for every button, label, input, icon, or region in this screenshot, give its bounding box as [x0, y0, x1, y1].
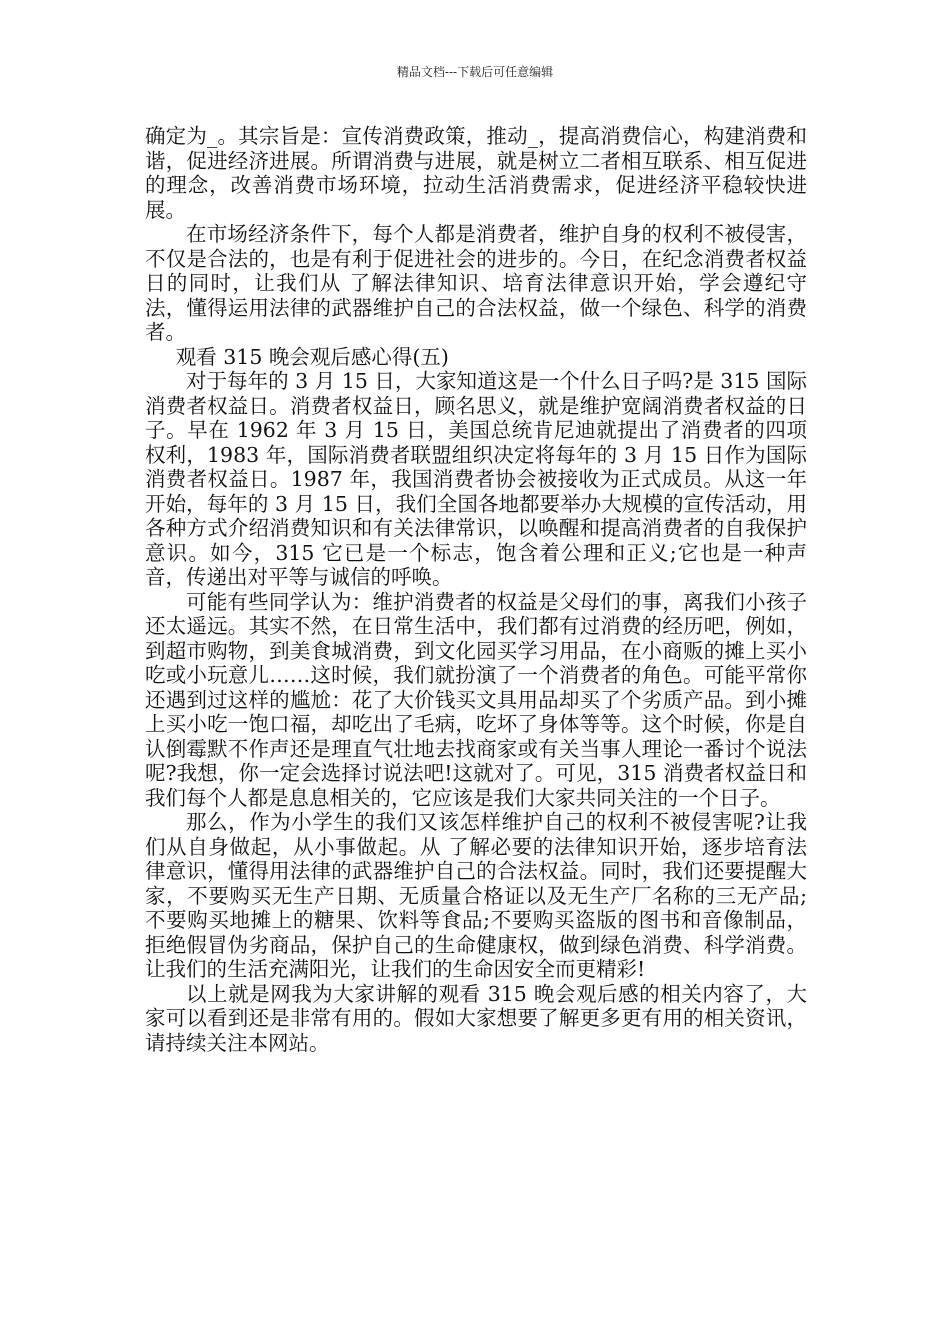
paragraph: 在市场经济条件下，每个人都是消费者，维护自身的权利不被侵害，不仅是合法的，也是有利于促进社会的进步的。今日，在纪念消费者权益日的同时，让我们从 了解法律知识、培育法律意识开始，学会遵纪守法，懂得运用法律的武器维护自己的合法权益，做一个绿色、科学的消费者。 [145, 222, 807, 344]
paragraph: 可能有些同学认为：维护消费者的权益是父母们的事，离我们小孩子还太遥远。其实不然，在日常生活中，我们都有过消费的经历吧，例如，到超市购物，到美食城消费，到文化园买学习用品，在小商贩的摊上买小吃或小玩意儿……这时候，我们就扮演了一个消费者的角色。可能平常你还遇到过这样的尴尬：花了大价钱买文具用品却买了个劣质产品。到小摊上买小吃一饱口福，却吃出了毛病，吃坏了身体等等。这个时候，你是自认倒霉默不作声还是理直气壮地去找商家或有关当事人理论一番讨个说法呢?我想，你一定会选择讨说法吧!这就对了。可见，315 消费者权益日和我们每个人都是息息相关的，它应该是我们大家共同关注的一个日子。 [145, 589, 807, 810]
paragraph: 确定为_。其宗旨是：宣传消费政策，推动_，提高消费信心，构建消费和谐，促进经济进展。所谓消费与进展，就是树立二者相互联系、相互促进的理念，改善消费市场环境，拉动生活消费需求，促进经济平稳较快进展。 [145, 124, 807, 222]
paragraph: 那么，作为小学生的我们又该怎样维护自己的权利不被侵害呢?让我们从自身做起，从小事做起。从 了解必要的法律知识开始，逐步培育法律意识，懂得用法律的武器维护自己的合法权益。同时，我们还要提醒大家，不要购买无生产日期、无质量合格证以及无生产厂名称的三无产品;不要购买地摊上的糖果、饮料等食品;不要购买盗版的图书和音像制品，拒绝假冒伪劣商品，保护自己的生命健康权，做到绿色消费、科学消费。让我们的生活充满阳光，让我们的生命因安全而更精彩! [145, 810, 807, 981]
document-body [145, 124, 807, 1055]
paragraph: 以上就是网我为大家讲解的观看 315 晚会观后感的相关内容了，大家可以看到还是非常有用的。假如大家想要了解更多更有用的相关资讯，请持续关注本网站。 [145, 981, 807, 1055]
paragraph: 对于每年的 3 月 15 日，大家知道这是一个什么日子吗?是 315 国际消费者权益日。消费者权益日，顾名思义，就是维护宽阔消费者权益的日子。早在 1962 年 3 月 15 日，美国总统肯尼迪就提出了消费者的四项权利，1983 年，国际消费者联盟组织决定将每年的 3 月 15 日作为国际消费者权益日。1987 年，我国消费者协会被接收为正式成员。从这一年开始，每年的 3 月 15 日，我们全国各地都要举办大规模的宣传活动，用各种方式介绍消费知识和有关法律常识，以唤醒和提高消费者的自我保护意识。如今，315 它已是一个标志，饱含着公理和正义;它也是一种声音，传递出对平等与诚信的呼唤。 [145, 369, 808, 589]
page-header: 精品文档---下载后可任意编辑 [396, 65, 554, 79]
section-heading: 观看 315 晚会观后感心得(五) [175, 344, 449, 369]
